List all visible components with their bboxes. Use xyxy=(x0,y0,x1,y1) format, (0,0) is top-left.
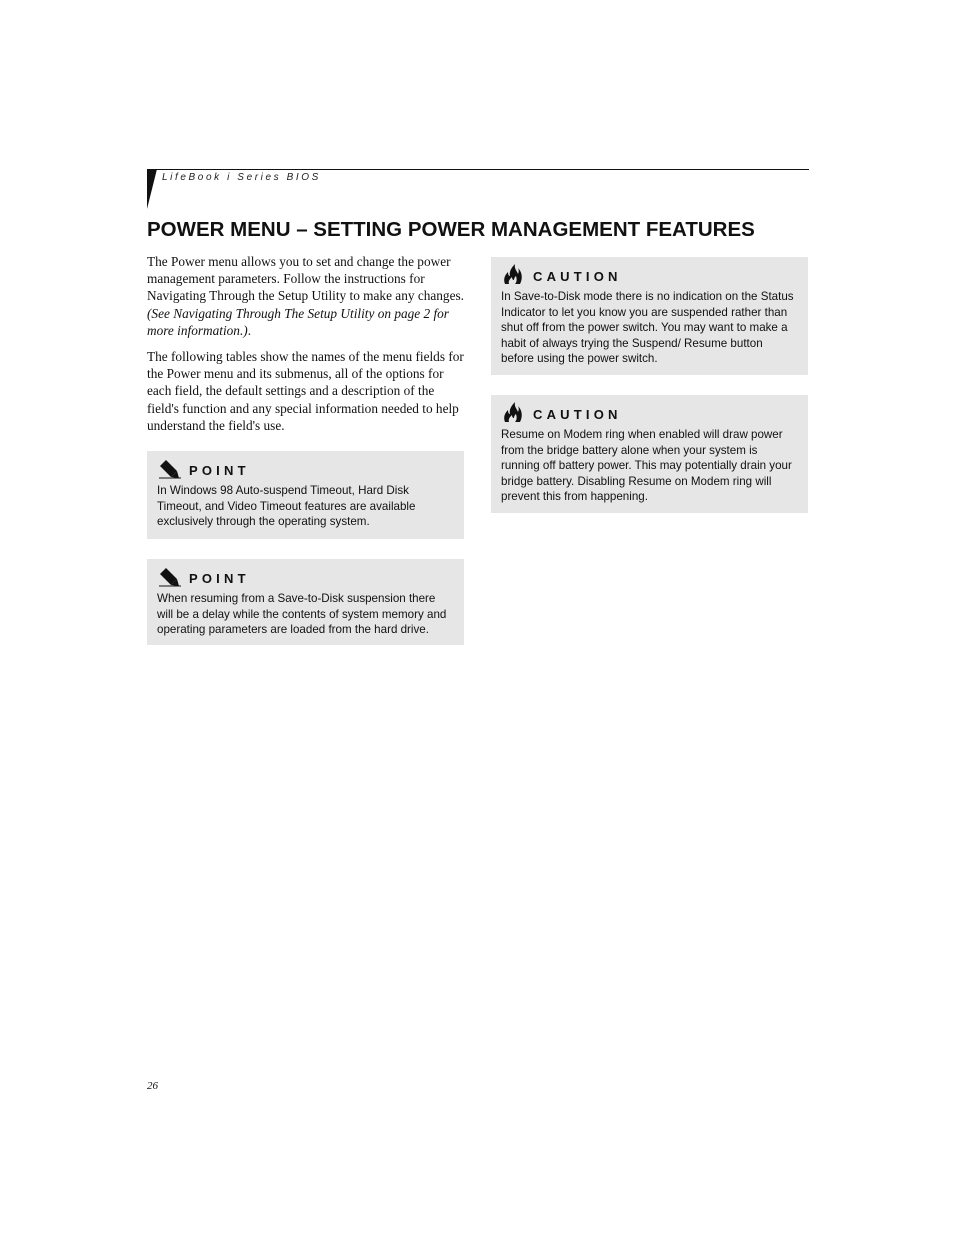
page-title: POWER MENU – SETTING POWER MANAGEMENT FEATURES xyxy=(147,218,755,241)
caution-label: CAUTION xyxy=(533,268,622,284)
header-rule xyxy=(148,169,809,170)
pencil-icon xyxy=(157,565,189,592)
header-tab-marker xyxy=(147,169,157,209)
caution-label: CAUTION xyxy=(533,406,622,422)
caution-text: In Save-to-Disk mode there is no indication on the Status Indicator to let you know you are suspended rather than shut off from the power switch. You may want to make a habit of always trying the Suspend/ Resume button before using the power switch. xyxy=(501,290,794,366)
page-number: 26 xyxy=(147,1080,158,1092)
running-head: LifeBook i Series BIOS xyxy=(162,172,321,183)
point-text: When resuming from a Save-to-Disk suspension there will be a delay while the contents of system memory and operating parameters are loaded from the hard drive. xyxy=(157,592,447,637)
caution-note-1 xyxy=(491,257,808,375)
point-note-1 xyxy=(147,451,464,539)
intro-cross-reference: (See Navigating Through The Setup Utility on page 2 for more information.) xyxy=(147,305,449,338)
point-label: POINT xyxy=(189,462,250,478)
caution-text: Resume on Modem ring when enabled will draw power from the bridge battery alone when your system is running off battery power. This may potentially drain your bridge battery. Disabling Resume on Modem ring will prevent this from happening. xyxy=(501,428,792,504)
flame-icon xyxy=(501,263,533,290)
caution-note-header xyxy=(501,403,798,425)
caution-note-header xyxy=(501,265,798,287)
point-note-2 xyxy=(147,559,464,645)
point-note-header xyxy=(157,567,454,589)
flame-icon xyxy=(501,401,533,428)
caution-note-2 xyxy=(491,395,808,513)
tables-paragraph: The following tables show the names of the menu fields for the Power menu and its submenus, all of the options for each field, the default settings and a description of the field's function and any special information needed to help understand the field's use. xyxy=(147,349,464,433)
intro-end: . xyxy=(247,322,252,338)
point-note-header xyxy=(157,459,454,481)
intro-paragraph xyxy=(147,253,465,339)
body-column xyxy=(147,253,465,443)
pencil-icon xyxy=(157,457,189,484)
point-text: In Windows 98 Auto-suspend Timeout, Hard Disk Timeout, and Video Timeout features are available exclusively through the operating system. xyxy=(157,484,416,529)
point-label: POINT xyxy=(189,570,250,586)
intro-text: The Power menu allows you to set and change the power management parameters. Follow the instructions for Navigating Through the Setup Utility to make any changes. xyxy=(147,254,464,304)
